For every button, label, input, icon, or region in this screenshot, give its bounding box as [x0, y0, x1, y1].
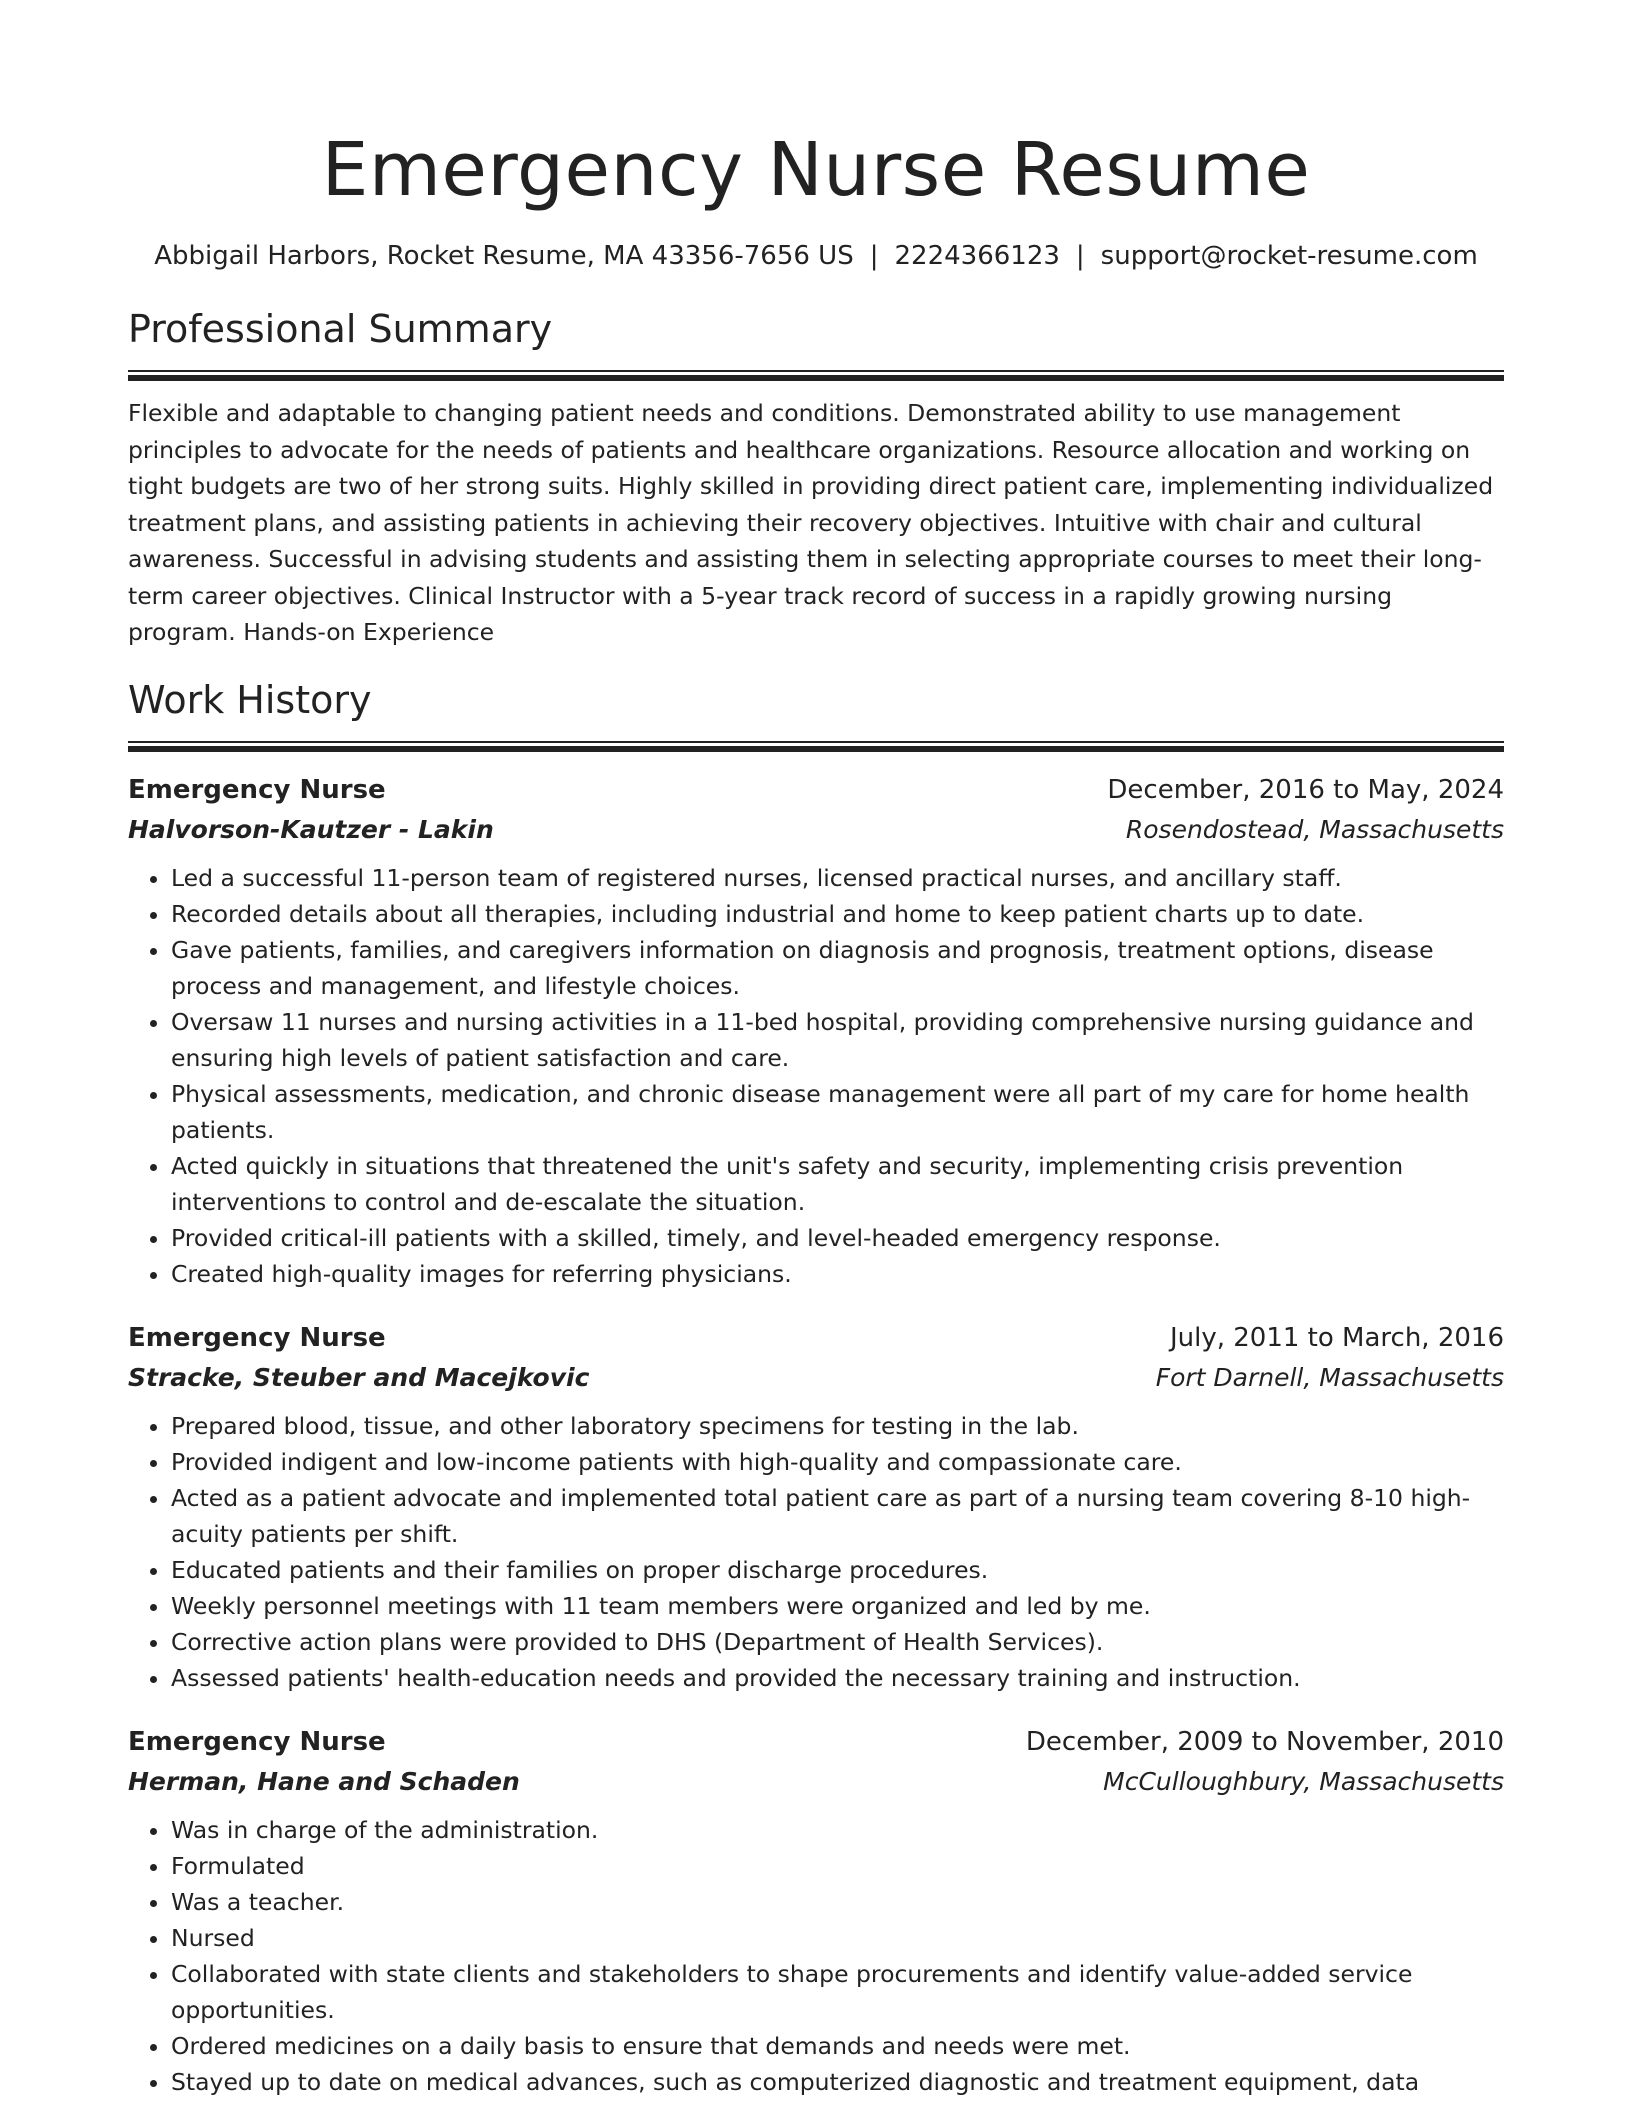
- section-heading-summary: Professional Summary: [128, 307, 553, 351]
- list-item: • Gave patients, families, and caregivers information on diagnosis and prognosis, treatment options, disease process and management, and lifestyle choices.: [171, 932, 1504, 1004]
- list-item: • Acted quickly in situations that threatened the unit's safety and security, implementing crisis prevention interventions to control and de-escalate the situation.: [171, 1148, 1504, 1220]
- job-bullet-list: [128, 1812, 1504, 2100]
- list-item: • Led a successful 11-person team of registered nurses, licensed practical nurses, and ancillary staff.: [171, 860, 1504, 896]
- job-company: Halvorson-Kautzer - Lakin: [128, 814, 494, 844]
- list-item: • Provided indigent and low-income patients with high-quality and compassionate care.: [171, 1444, 1504, 1480]
- section-divider: [128, 370, 1504, 381]
- resume-page: [128, 0, 1504, 2100]
- list-item: • Created high-quality images for referring physicians.: [171, 1256, 1504, 1292]
- summary-text: Flexible and adaptable to changing patient needs and conditions. Demonstrated ability to use management principles to advocate for the needs of patients and healthcare organizations. Resource allocation and working on tight budgets are two of her strong suits. Highly skilled in providing direct patient care, implementing individualized treatment plans, and assisting patients in achieving their recovery objectives. Intuitive with chair and cultural awareness. Successful in advising students and assisting them in selecting appropriate courses to meet their long-term career objectives. Clinical Instructor with a 5-year track record of success in a rapidly growing nursing program. Hands-on Experience: [128, 399, 1494, 646]
- contact-separator: |: [1075, 241, 1085, 271]
- job-entry: [128, 770, 1504, 1292]
- contact-email[interactable]: support@rocket-resume.com: [1100, 241, 1478, 271]
- page-title: Emergency Nurse Resume: [321, 127, 1311, 213]
- list-item: • Prepared blood, tissue, and other laboratory specimens for testing in the lab.: [171, 1408, 1504, 1444]
- job-entry: [128, 1722, 1504, 2100]
- job-dates: December, 2009 to November, 2010: [1025, 1726, 1504, 1757]
- list-item: • Was in charge of the administration.: [171, 1812, 1504, 1848]
- contact-phone: 2224366123: [894, 241, 1060, 271]
- list-item: • Physical assessments, medication, and chronic disease management were all part of my care for home health patients.: [171, 1076, 1504, 1148]
- work-history-section: [128, 675, 1504, 2100]
- list-item: • Educated patients and their families on proper discharge procedures.: [171, 1552, 1504, 1588]
- list-item: • Provided critical-ill patients with a skilled, timely, and level-headed emergency response.: [171, 1220, 1504, 1256]
- job-bullet-list: [128, 1408, 1504, 1696]
- job-location: Rosendostead, Massachusetts: [1125, 814, 1504, 844]
- list-item: • Was a teacher.: [171, 1884, 1504, 1920]
- list-item: • Nursed: [171, 1920, 1504, 1956]
- job-title: Emergency Nurse: [128, 1726, 386, 1757]
- job-dates: July, 2011 to March, 2016: [1169, 1322, 1504, 1353]
- job-company: Herman, Hane and Schaden: [128, 1766, 520, 1796]
- list-item: • Corrective action plans were provided to DHS (Department of Health Services).: [171, 1624, 1504, 1660]
- list-item: • Assessed patients' health-education needs and provided the necessary training and instruction.: [171, 1660, 1504, 1696]
- job-dates: December, 2016 to May, 2024: [1107, 774, 1504, 805]
- contact-line: [128, 238, 1504, 274]
- list-item: • Recorded details about all therapies, including industrial and home to keep patient charts up to date.: [171, 896, 1504, 932]
- contact-address: Abbigail Harbors, Rocket Resume, MA 43356-7656 US: [154, 241, 854, 271]
- list-item: • Oversaw 11 nurses and nursing activities in a 11-bed hospital, providing comprehensive nursing guidance and ensuring high levels of patient satisfaction and care.: [171, 1004, 1504, 1076]
- job-title: Emergency Nurse: [128, 774, 386, 805]
- job-location: Fort Darnell, Massachusetts: [1155, 1362, 1504, 1392]
- list-item: • Acted as a patient advocate and implemented total patient care as part of a nursing team covering 8-10 high-acuity patients per shift.: [171, 1480, 1504, 1552]
- list-item: • Ordered medicines on a daily basis to ensure that demands and needs were met.: [171, 2028, 1504, 2064]
- list-item: • Formulated: [171, 1848, 1504, 1884]
- job-location: McCulloughbury, Massachusetts: [1103, 1766, 1504, 1796]
- section-heading-work-history: Work History: [128, 677, 372, 722]
- professional-summary-section: [128, 304, 1504, 651]
- job-bullet-list: [128, 860, 1504, 1292]
- contact-separator: |: [869, 241, 879, 271]
- job-title: Emergency Nurse: [128, 1322, 386, 1353]
- section-divider: [128, 741, 1504, 752]
- job-entry: [128, 1318, 1504, 1696]
- job-company: Stracke, Steuber and Macejkovic: [128, 1362, 590, 1392]
- list-item: • Stayed up to date on medical advances, such as computerized diagnostic and treatment equipment, data: [171, 2064, 1504, 2100]
- list-item: • Weekly personnel meetings with 11 team members were organized and led by me.: [171, 1588, 1504, 1624]
- list-item: • Collaborated with state clients and stakeholders to shape procurements and identify value-added service opportunities.: [171, 1956, 1504, 2028]
